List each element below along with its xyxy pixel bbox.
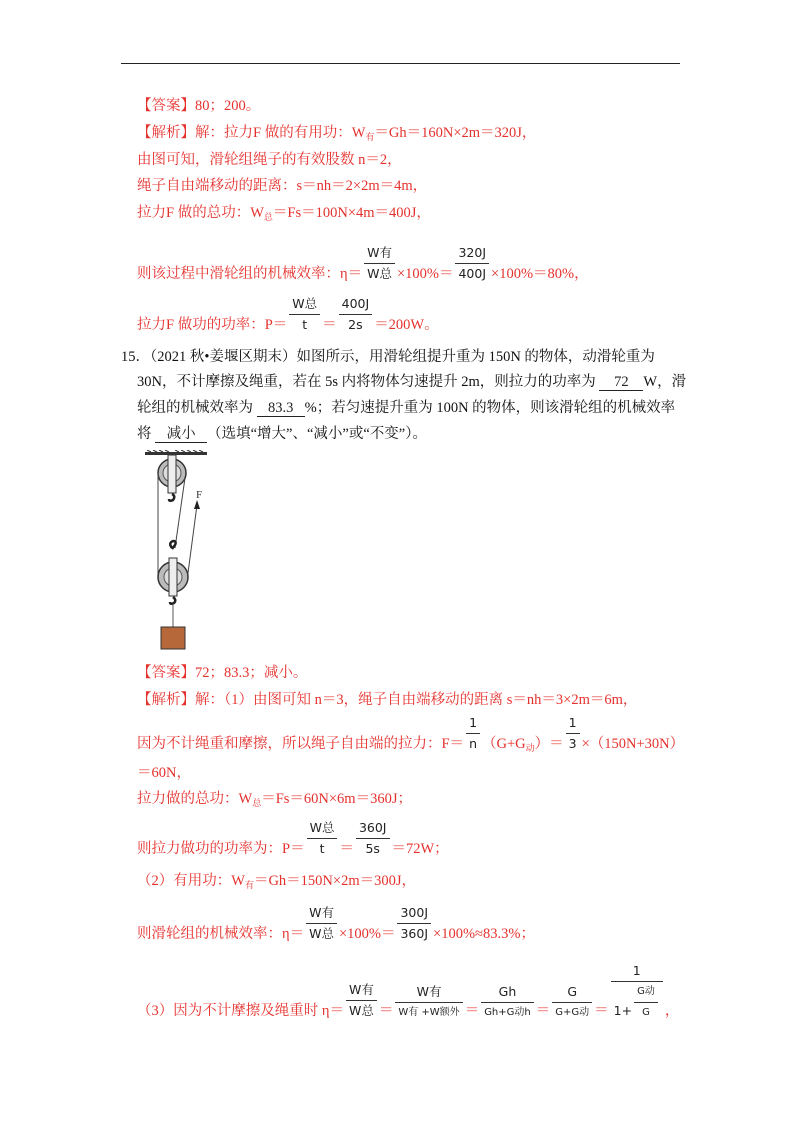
text: 拉力F 做的总功：W [137, 205, 264, 221]
numerator: W有 [348, 982, 374, 997]
answer-text: 80；200。 [195, 98, 261, 114]
text: 拉力做的总功：W [137, 791, 253, 807]
numerator: Gh [498, 984, 517, 999]
fraction [395, 985, 462, 1020]
denominator: 5s [365, 841, 380, 856]
text: ＝ [535, 1003, 551, 1019]
denominator: Gh+G动h [484, 1007, 531, 1018]
numerator: G [567, 984, 578, 999]
numerator: W总 [309, 820, 335, 835]
text: 则滑轮组的机械效率：η＝ [137, 926, 305, 942]
denominator: 360J [400, 926, 429, 941]
text: W，滑 [643, 374, 687, 390]
answer-blank: 减小 [155, 426, 207, 443]
header-rule [121, 63, 680, 64]
text: ＝ [464, 1003, 480, 1019]
numerator: 300J [400, 905, 429, 920]
q15-answer [137, 664, 307, 682]
text: 因为不计绳重和摩擦，所以绳子自由端的拉力：F＝ [137, 736, 465, 752]
fraction [306, 906, 337, 941]
analysis-label: 【解析】 [137, 692, 195, 708]
numerator: W有 [416, 984, 442, 999]
text: ×100%＝ [396, 266, 454, 282]
text: ＝ [378, 1003, 394, 1019]
text: 拉力F 做功的功率：P＝ [137, 317, 288, 333]
denominator: W总 [348, 1003, 374, 1018]
q15-question-line [137, 399, 675, 417]
q15-line [137, 790, 412, 808]
text: ＝Fs＝100N×4m＝400J， [272, 205, 431, 221]
text: （2021 秋•姜堰区期末）如图所示，用滑轮组提升重为 150N 的物体，动滑轮重为 [150, 349, 655, 365]
denominator [611, 982, 663, 1020]
denominator: W有 +W额外 [398, 1007, 460, 1018]
text: ＝72W； [391, 841, 449, 857]
fraction [634, 985, 658, 1020]
text: 轮组的机械效率为 [137, 400, 253, 416]
numerator: 1 [568, 715, 577, 730]
text: （3）因为不计摩擦及绳重时 η＝ [137, 1003, 344, 1019]
text: 1+ [613, 1003, 633, 1018]
text: ）＝ [534, 736, 564, 752]
numerator: G动 [637, 986, 655, 997]
fraction [552, 985, 592, 1020]
text: ＝Gh＝150N×2m＝300J， [253, 873, 416, 889]
q14-efficiency-line [137, 246, 589, 283]
numerator: 1 [469, 715, 478, 730]
denominator: 400J [458, 266, 487, 281]
text: 30N，不计摩擦及绳重，若在 5s 内将物体匀速提升 2m，则拉力的功率为 [137, 374, 596, 390]
fraction [307, 821, 338, 856]
fraction [364, 246, 395, 281]
denominator: W总 [367, 266, 392, 281]
answer-blank: 83.3 [257, 400, 305, 417]
numerator: 400J [341, 296, 370, 311]
fraction [356, 821, 390, 856]
subscript: 有 [365, 132, 375, 142]
q15-efficiency-line [137, 906, 535, 943]
denominator: W总 [309, 926, 334, 941]
text: 将 [137, 426, 152, 442]
numerator: W有 [309, 905, 334, 920]
fraction [566, 716, 580, 751]
q14-power-line [137, 297, 439, 334]
q14-line [137, 204, 431, 222]
denominator: 2s [348, 317, 363, 332]
q14-line: 绳子自由端移动的距离：s＝nh＝2×2m＝4m， [137, 178, 428, 194]
text: ＝Fs＝60N×6m＝360J； [261, 791, 412, 807]
denominator: 3 [568, 736, 577, 751]
fraction [397, 906, 431, 941]
text: ＝ [322, 317, 337, 333]
subscript: 有 [244, 880, 254, 890]
text: ＝ [594, 1003, 609, 1019]
text: ×100%＝80%， [491, 266, 589, 282]
fraction [481, 985, 534, 1020]
numerator: 320J [458, 245, 487, 260]
force-label: F [196, 489, 203, 501]
text: 则拉力做功的功率为：P＝ [137, 841, 305, 857]
subscript: 总 [252, 798, 262, 808]
q15-line: ＝60N， [137, 765, 191, 781]
q14-line: 由图可知，滑轮组绳子的有效股数 n＝2， [137, 152, 402, 168]
denominator: t [319, 841, 325, 856]
text: ， [664, 1003, 680, 1019]
q14-analysis-line [137, 124, 536, 142]
q15-question-line [137, 373, 686, 391]
denominator: t [302, 317, 308, 332]
q15-question-line [137, 425, 427, 443]
text: （2）有用功：W [137, 873, 245, 889]
numerator: 1 [632, 963, 641, 978]
text: ＝ [339, 841, 354, 857]
fixed-pulley [158, 455, 186, 501]
q15-force-line [137, 716, 684, 753]
q15-efficiency-derivation [137, 964, 679, 1020]
movable-pulley [158, 541, 188, 627]
fraction [455, 246, 489, 281]
q15-question-line [121, 348, 655, 366]
text: ×100%＝ [338, 926, 396, 942]
fraction [339, 297, 373, 332]
text: 解：（1）由图可知 n＝3，绳子自由端移动的距离 s＝nh＝3×2m＝6m， [195, 692, 638, 708]
denominator: G [642, 1007, 650, 1018]
fraction [611, 964, 663, 1020]
subscript: 总 [263, 212, 273, 222]
answer-label: 【答案】 [137, 665, 195, 681]
q15-power-line [137, 821, 449, 858]
subscript: 动 [525, 743, 535, 753]
arrow-icon [194, 500, 200, 509]
weight-block [161, 627, 185, 649]
numerator: W有 [367, 245, 392, 260]
text: %；若匀速提升重为 100N 的物体，则该滑轮组的机械效率 [304, 400, 676, 416]
answer-label: 【答案】 [137, 98, 195, 114]
text: ＝Gh＝160N×2m＝320J， [374, 125, 537, 141]
fraction [346, 983, 377, 1018]
answer-blank: 72 [599, 374, 643, 391]
question-number: 15． [121, 349, 150, 365]
answer-text: 72；83.3；减小。 [195, 665, 308, 681]
fraction [466, 716, 480, 751]
q15-analysis-line [137, 691, 637, 709]
pulley-figure [140, 450, 240, 655]
numerator: W总 [292, 296, 318, 311]
text: 解：拉力F 做的有用功：W [195, 125, 366, 141]
q15-line [137, 872, 416, 890]
text: （G+G [482, 736, 526, 752]
analysis-label: 【解析】 [137, 125, 195, 141]
text: 则该过程中滑轮组的机械效率：η＝ [137, 266, 363, 282]
denominator: G+G动 [555, 1007, 590, 1018]
fraction [289, 297, 320, 332]
q14-answer [137, 97, 260, 115]
denominator: n [469, 736, 477, 751]
text: ×（150N+30N） [581, 736, 685, 752]
text: ×100%≈83.3%； [433, 926, 535, 942]
text: ＝200W。 [374, 317, 439, 333]
numerator: 360J [358, 820, 387, 835]
text: （选填“增大”、“减小”或“不变”）。 [207, 426, 427, 442]
